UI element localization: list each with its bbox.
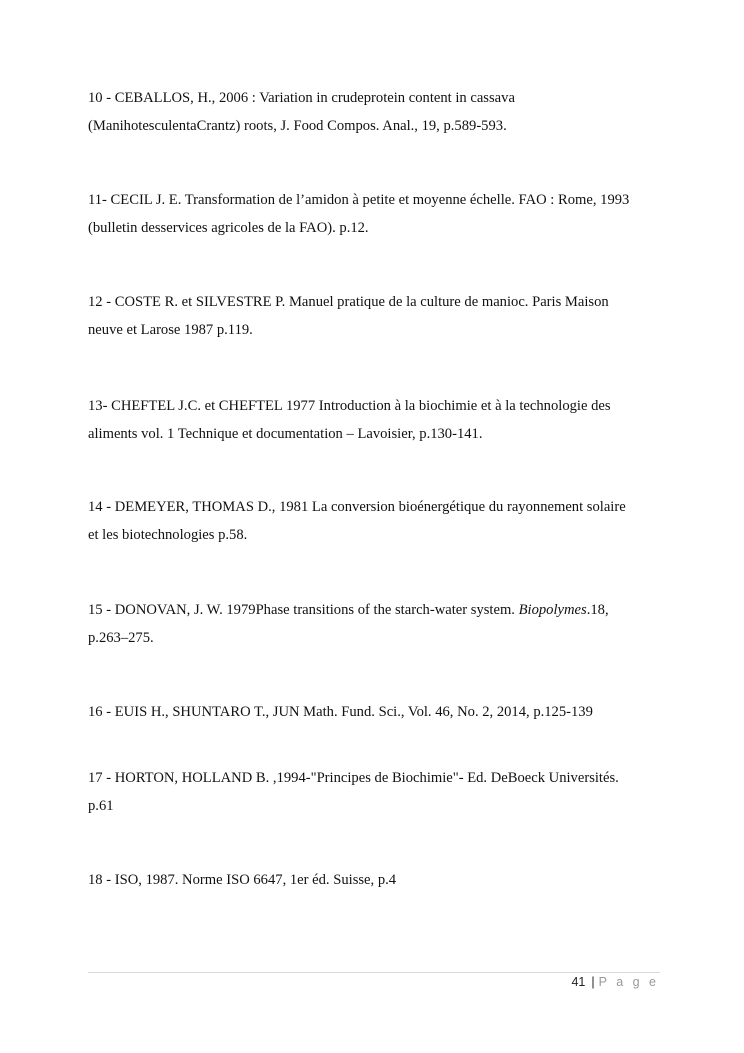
footer-separator: |	[591, 975, 595, 989]
reference-line: 14 - DEMEYER, THOMAS D., 1981 La conversion bioénergétique du rayonnement solaire	[88, 499, 626, 515]
reference-line: 18 - ISO, 1987. Norme ISO 6647, 1er éd. Suisse, p.4	[88, 872, 397, 888]
reference-line: 17 - HORTON, HOLLAND B. ,1994-"Principes de Biochimie"- Ed. DeBoeck Universités.	[88, 770, 619, 786]
reference-line: neuve et Larose 1987 p.119.	[88, 322, 253, 338]
reference-line: aliments vol. 1 Technique et documentation – Lavoisier, p.130-141.	[88, 426, 483, 442]
reference-line: (ManihotesculentaCrantz) roots, J. Food Compos. Anal., 19, p.589-593.	[88, 118, 507, 134]
reference-line: 13- CHEFTEL J.C. et CHEFTEL 1977 Introduction à la biochimie et à la technologie des	[88, 398, 611, 414]
reference-17	[88, 764, 660, 820]
reference-line	[88, 596, 660, 624]
reference-text: .18,	[586, 602, 609, 618]
reference-line: (bulletin desservices agricoles de la FAO). p.12.	[88, 220, 369, 236]
footer-divider	[88, 972, 660, 973]
reference-18	[88, 866, 660, 894]
reference-line: et les biotechnologies p.58.	[88, 527, 248, 543]
reference-line: 16 - EUIS H., SHUNTARO T., JUN Math. Fund. Sci., Vol. 46, No. 2, 2014, p.125-139	[88, 704, 593, 720]
reference-line: p.263–275.	[88, 630, 154, 646]
reference-16	[88, 698, 660, 726]
reference-text: 15 - DONOVAN, J. W. 1979Phase transitions of the starch-water system.	[88, 602, 519, 618]
journal-title: Biopolymes	[518, 602, 587, 618]
reference-11	[88, 186, 660, 242]
reference-13	[88, 392, 660, 448]
reference-15	[88, 596, 660, 652]
page-footer	[571, 975, 659, 989]
reference-line: p.61	[88, 798, 114, 814]
page-number: 41	[571, 975, 586, 989]
page-label: P a g e	[598, 975, 659, 989]
reference-12	[88, 288, 660, 344]
reference-line: 11- CECIL J. E. Transformation de l’amidon à petite et moyenne échelle. FAO : Rome, 1993	[88, 192, 630, 208]
reference-line: 12 - COSTE R. et SILVESTRE P. Manuel pratique de la culture de manioc. Paris Maison	[88, 294, 609, 310]
reference-line: 10 - CEBALLOS, H., 2006 : Variation in crudeprotein content in cassava	[88, 90, 515, 106]
reference-14	[88, 493, 660, 549]
reference-10	[88, 84, 660, 140]
